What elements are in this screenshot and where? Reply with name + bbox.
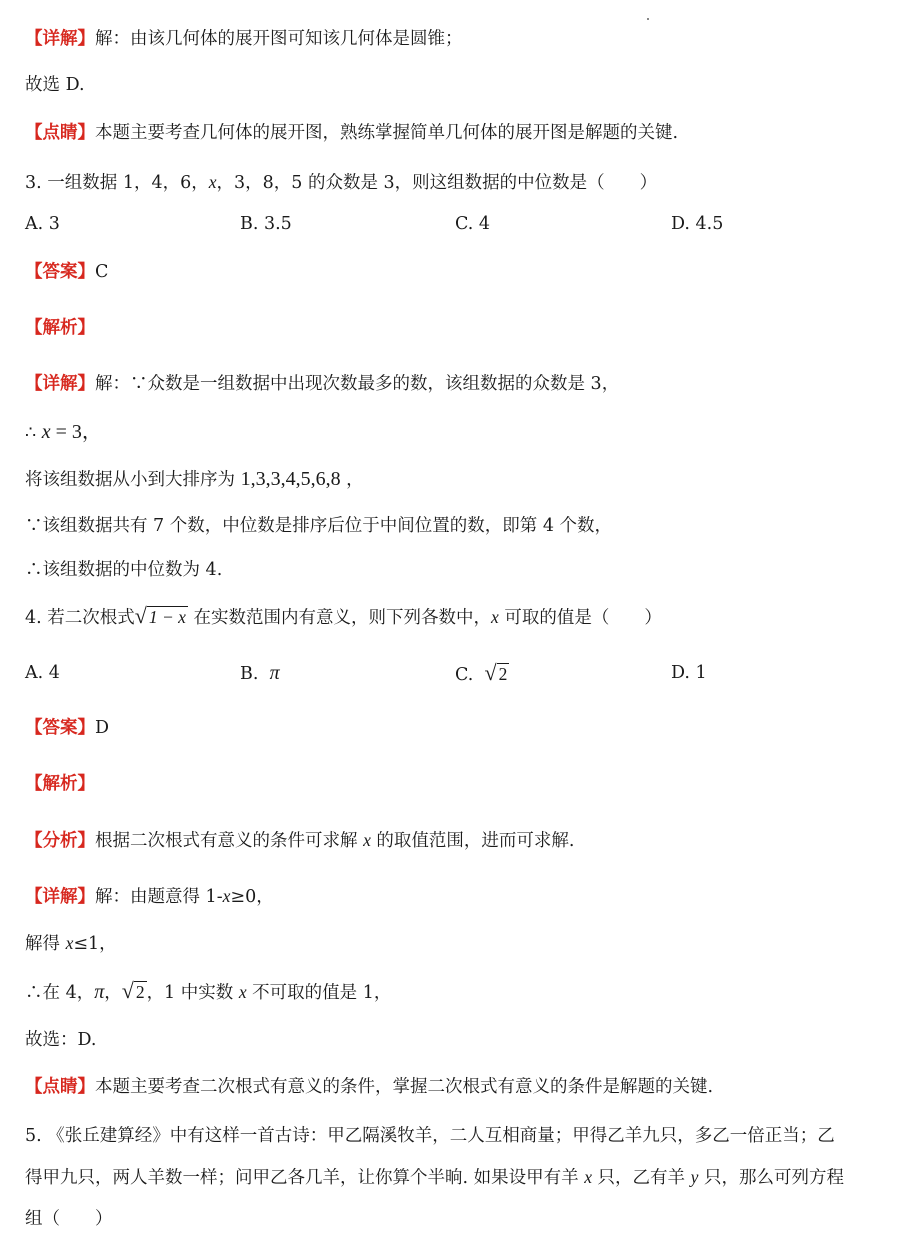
q5-mid: 只，乙有羊: [591, 1168, 691, 1188]
q3-option-c: C. 4: [455, 214, 491, 234]
q3-step-2: [25, 467, 364, 492]
q4-note: [25, 1075, 713, 1099]
radical-sign: √: [484, 660, 497, 685]
q3-stem-post: ，3，8，5 的众数是 3，则这组数据的中位数是（ ）: [216, 173, 658, 193]
q3-step-4: ∴该组数据的中位数为 4.: [25, 560, 223, 580]
choice-text: 故选 D.: [25, 75, 85, 95]
radical-sign: √: [134, 603, 147, 628]
q3-analysis: [25, 316, 95, 340]
q5-var-y: y: [690, 1167, 699, 1187]
q5-pre: 得甲九只，两人羊数一样；问甲乙各几羊，让你算个半晌. 如果设甲有羊: [25, 1168, 585, 1188]
step-post: ≤1，: [73, 934, 117, 954]
q3-step-eq: = 3，: [50, 421, 102, 443]
answer-value: C: [95, 262, 109, 282]
sqrt-two: [484, 661, 509, 687]
q4-step-1: [25, 931, 117, 956]
q4-answer: [25, 716, 109, 740]
sqrt-two: [122, 979, 147, 1005]
detail-line-q2: [25, 27, 463, 51]
detail-tag: 【详解】: [25, 374, 95, 394]
choice-line-q2: [25, 73, 85, 97]
question-4: [25, 604, 662, 630]
answer-tag: 【答案】: [25, 718, 95, 738]
detail-tag: 【详解】: [25, 887, 95, 907]
note-line-q2: [25, 121, 678, 145]
q5-var-x: x: [584, 1167, 592, 1187]
question-5-line-1: 5. 《张丘建算经》中有这样一首古诗：甲乙隔溪牧羊，二人互相商量；甲得乙羊九只，多乙一倍正当；乙: [25, 1126, 835, 1146]
step-var: x: [238, 982, 247, 1002]
option-label: C.: [455, 665, 474, 685]
q3-var: x: [208, 172, 217, 192]
sorted-data: 1,3,3,4,5,6,8: [240, 468, 341, 490]
q3-option-d: D. 4.5: [671, 214, 724, 234]
question-5-line-3: 组（ ）: [25, 1209, 113, 1229]
radical-sign: √: [121, 978, 134, 1003]
radicand: 2: [498, 664, 508, 684]
q4-step-3: 故选：D.: [25, 1030, 97, 1050]
therefore-symbol: ∴: [25, 423, 42, 443]
note-tag: 【点睛】: [25, 1077, 95, 1097]
step-var: x: [65, 933, 74, 953]
radicand: 1 − x: [148, 607, 186, 627]
step-pre: ∴在 4，: [25, 983, 95, 1003]
question-3: [25, 170, 657, 195]
note-tag: 【点睛】: [25, 123, 95, 143]
q3-step-text: 将该组数据从小到大排序为: [25, 470, 241, 490]
q5-post: 只，那么可列方程: [698, 1168, 844, 1188]
q3-answer: [25, 260, 108, 284]
q3-step-var: x: [41, 421, 51, 443]
answer-value: D: [95, 718, 110, 738]
q3-step-end: ，: [340, 470, 364, 490]
detail-var: x: [222, 886, 231, 906]
q3-option-b: B. 3.5: [240, 214, 292, 234]
detail-text: 解：由该几何体的展开图可知该几何体是圆锥；: [95, 29, 463, 49]
analysis-tag: 【解析】: [25, 318, 95, 338]
sqrt-expression: [135, 604, 188, 630]
note-text: 本题主要考查二次根式有意义的条件，掌握二次根式有意义的条件是解题的关键.: [95, 1077, 714, 1097]
q3-step-1: [25, 420, 102, 445]
q3-detail: [25, 372, 619, 396]
q4-option-d: D. 1: [671, 663, 707, 683]
stray-dot: [647, 18, 649, 20]
q4-stem-post: 可取的值是（ ）: [498, 608, 662, 628]
q4-var: x: [490, 607, 499, 627]
q3-step-3: ∵该组数据共有 7 个数，中位数是排序后位于中间位置的数，即第 4 个数，: [25, 516, 613, 536]
detail-tag: 【详解】: [25, 29, 95, 49]
q4-stem-pre: 4. 若二次根式: [25, 608, 135, 628]
q3-option-a: A. 3: [25, 214, 60, 234]
q4-option-a: A. 4: [25, 663, 60, 683]
q4-option-b: [240, 661, 280, 686]
analysis-tag: 【解析】: [25, 774, 95, 794]
fenxi-var: x: [363, 830, 371, 850]
step-pre: 解得: [25, 934, 66, 954]
step-mid: ，1 中实数: [146, 983, 239, 1003]
q4-fenxi: [25, 828, 574, 853]
q3-stem-pre: 3. 一组数据 1，4，6，: [25, 173, 209, 193]
q4-step-2: [25, 979, 391, 1005]
detail-post: ≥0，: [230, 887, 274, 907]
q4-stem-mid: 在实数范围内有意义，则下列各数中，: [187, 608, 491, 628]
option-label: B.: [240, 664, 259, 684]
pi-value: π: [269, 662, 280, 684]
q4-option-c: [455, 661, 509, 687]
step-comma: ，: [104, 983, 122, 1003]
detail-pre: 解：由题意得 1-: [95, 887, 223, 907]
q4-detail: [25, 884, 274, 909]
question-5-line-2: [25, 1165, 844, 1190]
note-text: 本题主要考查几何体的展开图，熟练掌握简单几何体的展开图是解题的关键.: [95, 123, 679, 143]
answer-tag: 【答案】: [25, 262, 95, 282]
step-post: 不可取的值是 1，: [246, 983, 392, 1003]
radicand: 2: [135, 982, 145, 1002]
q4-analysis: [25, 772, 95, 796]
detail-text: 解：∵众数是一组数据中出现次数最多的数，该组数据的众数是 3，: [95, 374, 620, 394]
fenxi-tag: 【分析】: [25, 831, 95, 851]
fenxi-post: 的取值范围，进而可求解.: [370, 831, 575, 851]
pi-value: π: [94, 981, 105, 1003]
fenxi-pre: 根据二次根式有意义的条件可求解: [95, 831, 364, 851]
